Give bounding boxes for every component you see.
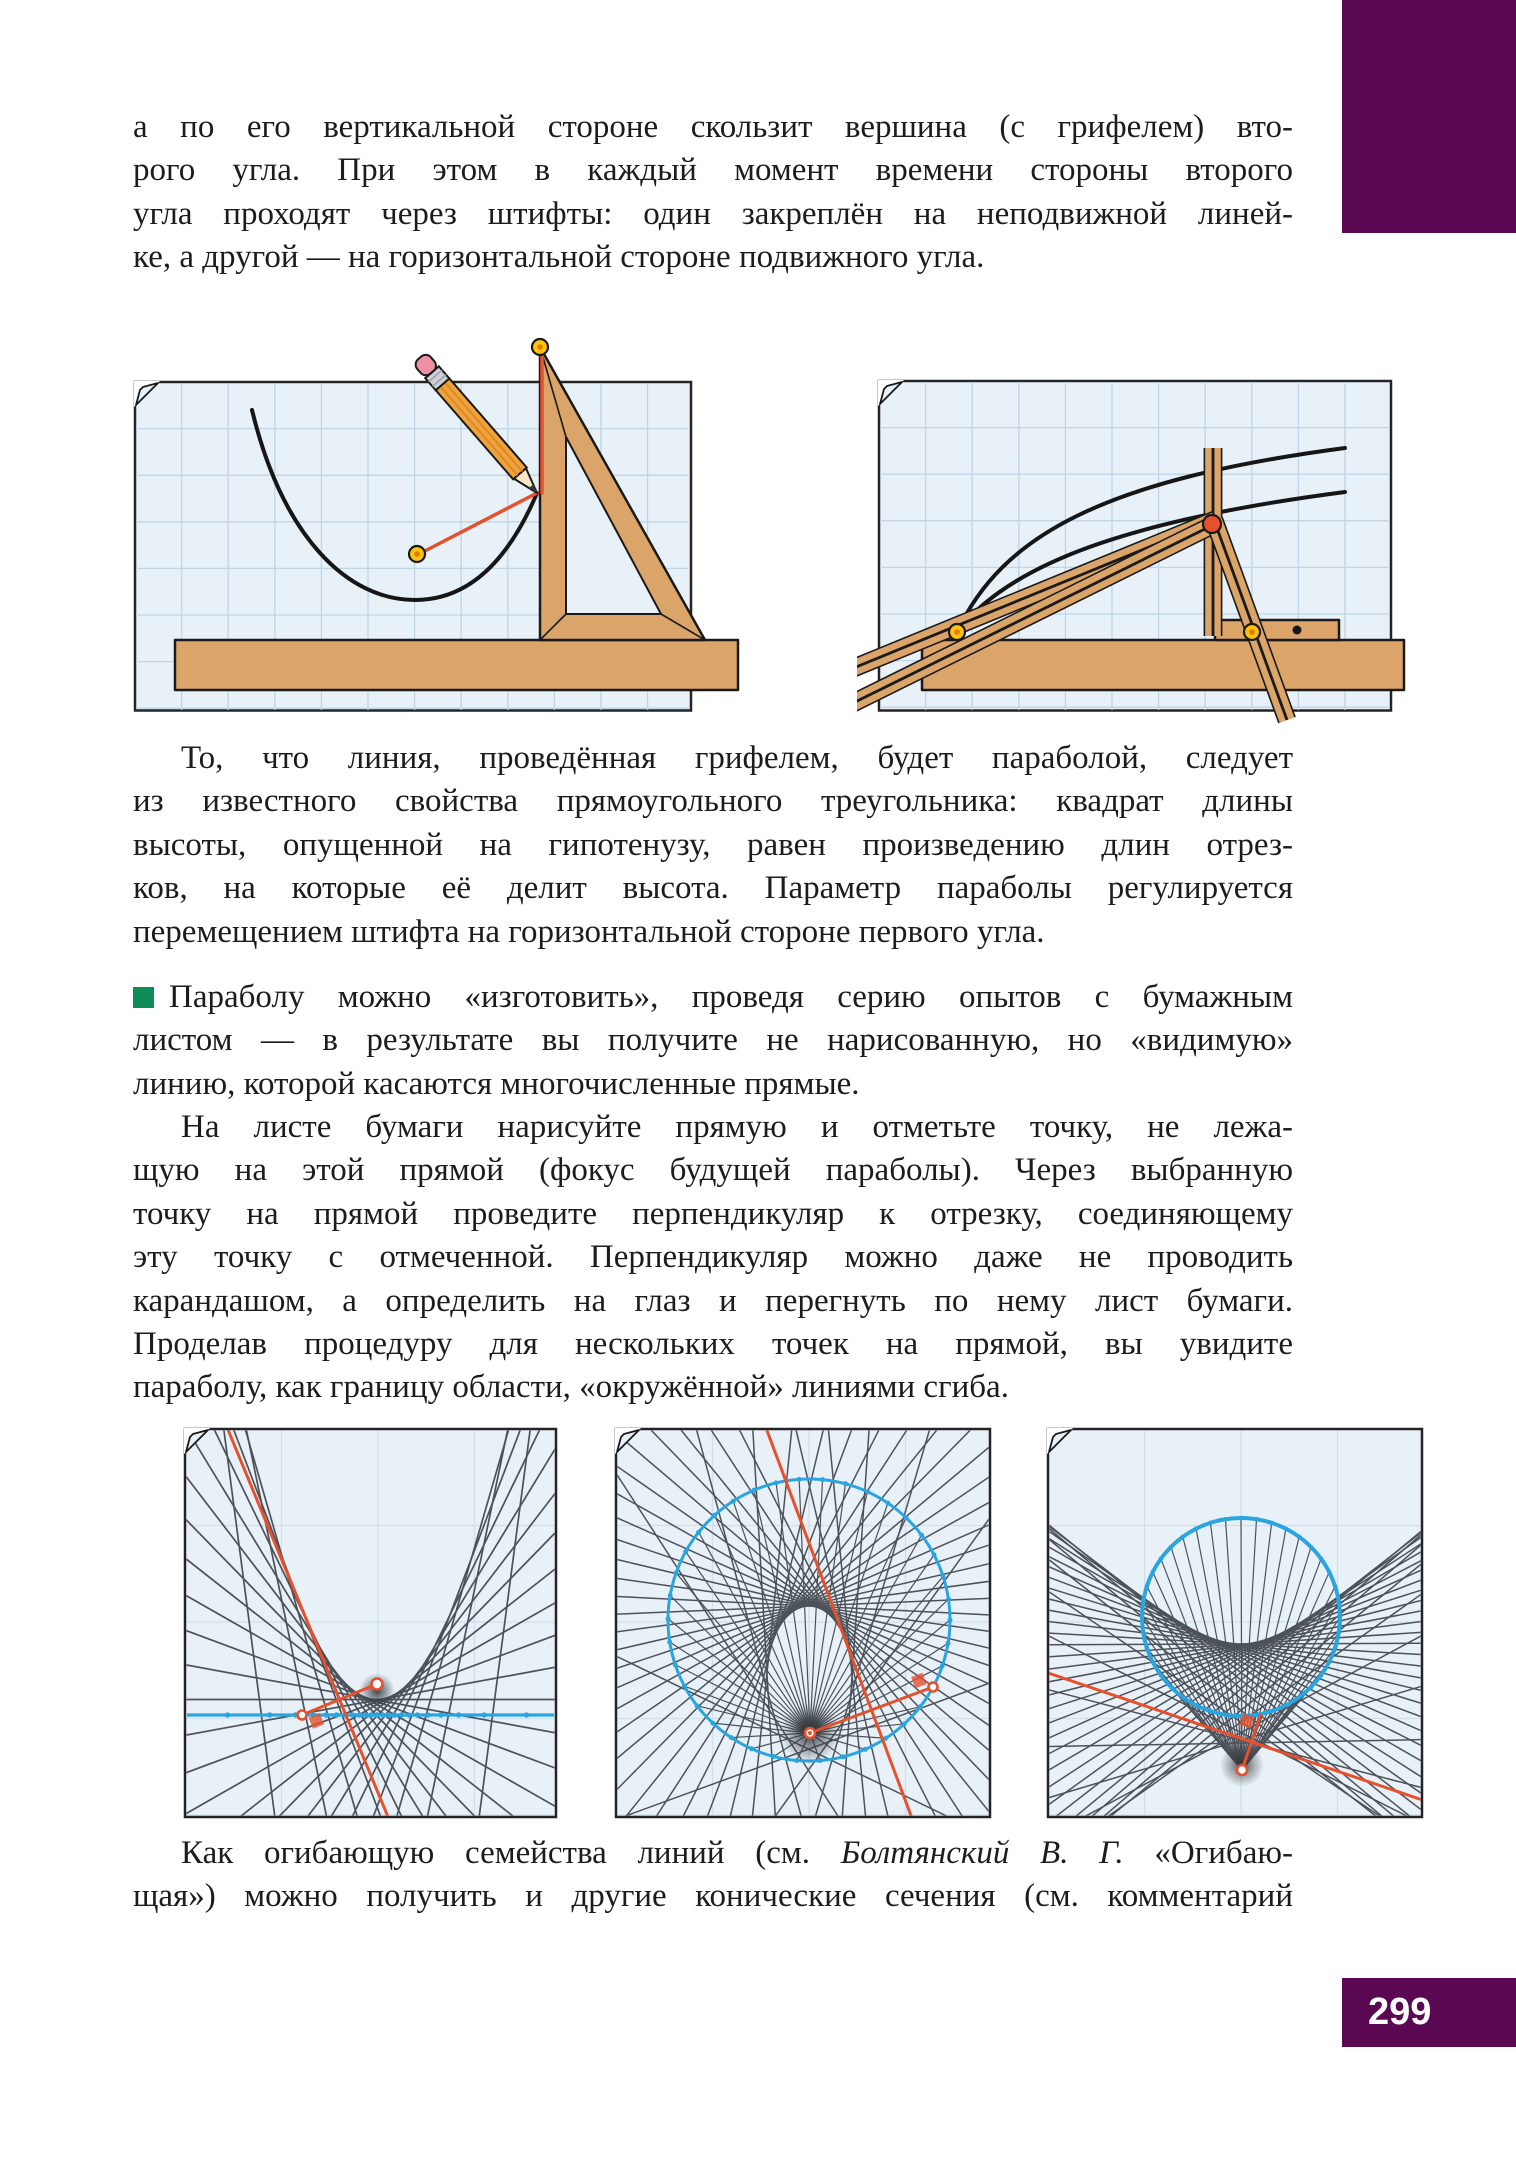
- text-line: листом — в результате вы получите не нарисованную, но «видимую»: [133, 1022, 1293, 1059]
- bracket-block: [1215, 620, 1339, 640]
- paragraph-3: [133, 976, 1293, 1106]
- paragraph-2: [133, 737, 1293, 954]
- text-line: щую на этой прямой (фокус будущей параболы). Через выбранную: [133, 1152, 1293, 1189]
- text-line: эту точку с отмеченной. Перпендикуляр можно даже не проводить: [133, 1239, 1293, 1276]
- section-bullet-icon: [133, 987, 154, 1008]
- text-line: линию, которой касаются многочисленные прямые.: [133, 1065, 860, 1102]
- text-span: Параболу можно «изготовить», проведя серию опытов с бумажным: [169, 979, 1293, 1015]
- pin-paper-center: [414, 551, 420, 557]
- figure-envelope-ellipse: [614, 1427, 992, 1819]
- text-line: параболу, как границу области, «окружённой» линиями сгиба.: [133, 1369, 1009, 1406]
- citation-author: Болтянский В. Г.: [840, 1835, 1124, 1871]
- text-line: высоты, опущенной на гипотенузу, равен произведению длин отрез-: [133, 826, 1293, 863]
- pin-left-center: [954, 629, 960, 635]
- text-line: [133, 1832, 1293, 1875]
- text-line: рого угла. При этом в каждый момент времени стороны второго: [133, 152, 1293, 189]
- text-line: перемещением штифта на горизонтальной стороне первого угла.: [133, 913, 1045, 950]
- page-number-badge: [1342, 1978, 1516, 2047]
- text-line: точку на прямой проведите перпендикуляр к отрезку, соединяющему: [133, 1195, 1293, 1232]
- fixed-ruler: [922, 640, 1404, 690]
- figure-envelope-parabola: [183, 1427, 558, 1819]
- text-line: Проделав процедуру для нескольких точек на прямой, вы увидите: [133, 1326, 1293, 1363]
- text-line: из известного свойства прямоугольного треугольника: квадрат длины: [133, 783, 1293, 820]
- paragraph-5: [133, 1832, 1293, 1919]
- pin-right-center: [1249, 629, 1255, 635]
- text-line: щая») можно получить и другие конические сечения (см. комментарий: [133, 1878, 1293, 1915]
- page-number: 299: [1368, 1991, 1432, 2033]
- pin-hinge: [1203, 515, 1221, 533]
- text-line: ков, на которые её делит высота. Параметр параболы регулируется: [133, 870, 1293, 907]
- text-line: То, что линия, проведённая грифелем, будет параболой, следует: [181, 740, 1293, 776]
- bracket-hole: [1293, 626, 1302, 635]
- text-line: [133, 976, 1293, 1019]
- chapter-color-block: [1342, 0, 1516, 233]
- text-line: На листе бумаги нарисуйте прямую и отметьте точку, не лежа-: [181, 1109, 1293, 1145]
- text-line: а по его вертикальной стороне скользит вершина (с грифелем) вто-: [133, 109, 1293, 145]
- text-line: карандашом, а определить на глаз и перегнуть по нему лист бумаги.: [133, 1282, 1293, 1319]
- figure-envelope-hyperbola: [1046, 1427, 1424, 1819]
- text-line: угла проходят через штифты: один закреплён на неподвижной линей-: [133, 195, 1293, 232]
- fixed-ruler: [175, 640, 738, 690]
- paragraph-1: [133, 106, 1293, 280]
- text-span: Как огибающую семейства линий (см.: [181, 1835, 841, 1871]
- figure-parabola-device-slats: [857, 368, 1407, 728]
- text-span: «Огибаю-: [1123, 1835, 1293, 1871]
- pin-apex-center: [537, 344, 543, 350]
- figure-parabola-device-setsquare: [133, 333, 743, 725]
- graph-paper: [185, 1429, 556, 1817]
- paragraph-4: [133, 1106, 1293, 1410]
- text-line: ке, а другой — на горизонтальной стороне подвижного угла.: [133, 239, 985, 276]
